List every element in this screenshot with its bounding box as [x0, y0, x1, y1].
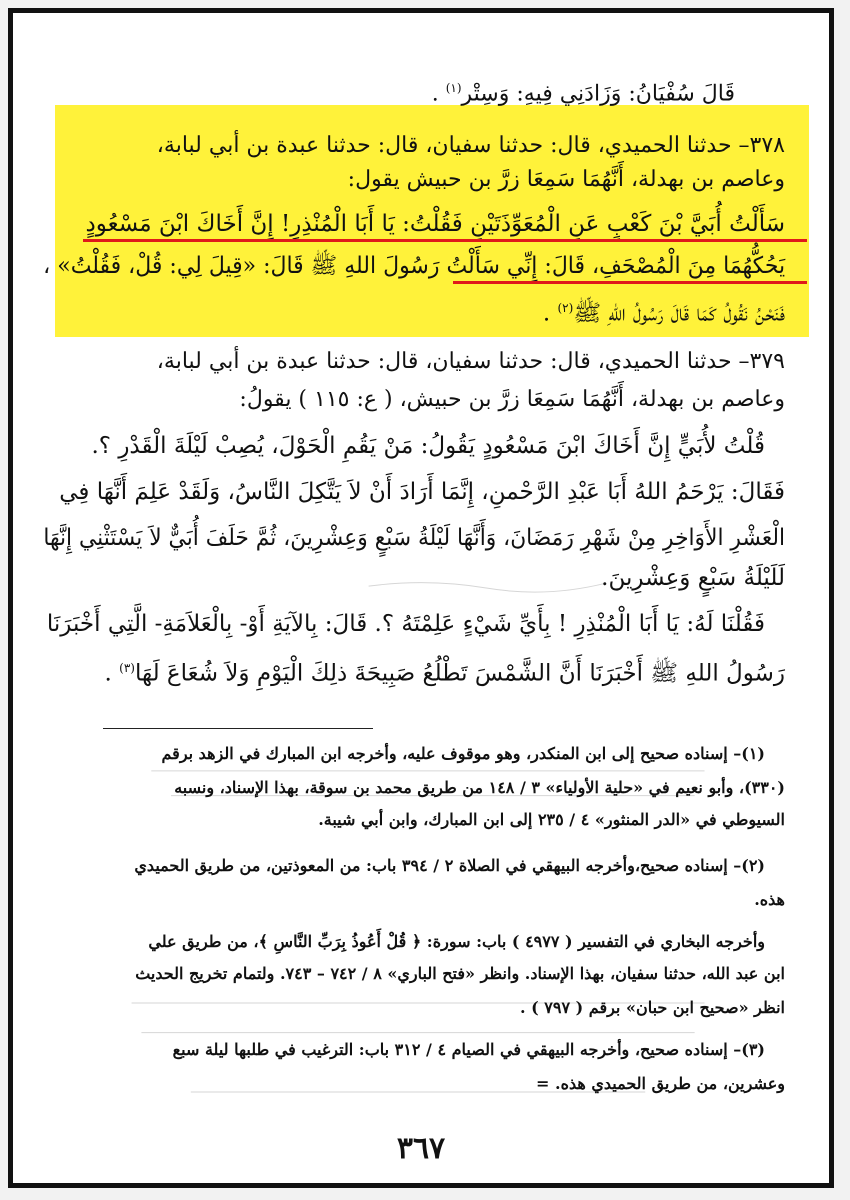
- text-line-1: قَالَ سُفْيَانُ: وَزَادَنِي فِيهِ: وَسِتْر$^{(١)}$ .: [431, 81, 735, 107]
- hadith-379-heading: ٣٧٩– حدثنا الحميدي، قال: حدثنا سفيان، قال: حدثنا عبدة بن أبي لبابة،: [156, 349, 785, 374]
- text-line-6: فَنَحْنُ نَقُولُ كَمَا قَالَ رَسُولُ اللهِ ﷺ$^{(٢)}$ .: [542, 300, 785, 327]
- footnote-separator: [103, 728, 373, 729]
- footnote-ref-1: (١): [445, 81, 462, 95]
- text-line-8: وعاصم بن بهدلة، أَنَّهُمَا سَمِعَا زرَّ بن حبيش، ( ع: ١١٥ ) يقولُ:: [239, 387, 785, 412]
- text-line-12: لَلَيْلَةُ سَبْعٍ وَعِشْرِينَ.: [601, 565, 785, 591]
- footnote-2-line-1: (٢)– إسناده صحيح،وأخرجه البيهقي في الصلاة ٢ / ٣٩٤ باب: من المعوذتين، من طريق الحميدي: [134, 856, 765, 875]
- red-underline-2: [453, 281, 807, 284]
- footnote-1-line-3: السيوطي في «الدر المنثور» ٤ / ٢٣٥ إلى ابن المبارك، وابن أبي شيبة.: [318, 810, 785, 829]
- text-line-11: الْعَشْرِ الأَوَاخِرِ مِنْ شَهْرِ رَمَضَانَ، وَأَنَّهَا لَيْلَةُ سَبْعٍ وَعِشْرِينَ، ثُمَّ حَلَفَ أُبَيٌّ لاَ يَسْتَثْنِي إِنَّهَا: [43, 525, 785, 551]
- text-line-10: فَقَالَ: يَرْحَمُ اللهُ أَبَا عَبْدِ الرَّحْمنِ، إِنَّمَا أَرَادَ أَنْ لاَ يَتَّكِلَ النَّاسُ، وَلَقَدْ عَلِمَ أَنَّهَا فِي: [59, 479, 785, 505]
- text-line-3: وعاصم بن بهدلة، أَنَّهُمَا سَمِعَا زرَّ بن حبيش يقول:: [347, 167, 785, 192]
- footnote-2-line-5: انظر «صحيح ابن حبان» برقم ( ٧٩٧ ) .: [520, 998, 785, 1017]
- footnote-3-line-2: وعشرين، من طريق الحميدي هذه. =: [536, 1074, 785, 1093]
- footnote-1-line-1: (١)– إسناده صحيح إلى ابن المنكدر، وهو موقوف عليه، وأخرجه ابن المبارك في الزهد برقم: [161, 744, 765, 763]
- scanned-page: [8, 8, 834, 1188]
- footnote-1-line-2: (٣٣٠)، وأبو نعيم في «حلية الأولياء» ٣ / ١٤٨ من طريق محمد بن سوقة، بهذا الإسناد، ونسبه: [174, 778, 785, 797]
- text-line-13: فَقُلْنَا لَهُ: يَا أَبَا الْمُنْذِرِ ! بِأَيِّ شَيْءٍ عَلِمْتَهُ ؟. قَالَ: بِالآيَةِ أَوْ- بِالْعَلاَمَةِ- الَّتِي أَخْبَرَنَا: [46, 611, 765, 637]
- page-number: ٣٦٧: [396, 1131, 446, 1166]
- footnote-2-line-2: هذه.: [754, 890, 785, 909]
- footnote-ref-3: (٣): [119, 661, 135, 675]
- footnote-ref-2: (٢): [557, 301, 574, 315]
- footnote-2-line-4: ابن عبد الله، حدثنا سفيان، بهذا الإسناد. وانظر «فتح الباري» ٨ / ٧٤٢ – ٧٤٣. ولتمام تخريج الحديث: [135, 964, 785, 983]
- red-underline-1: [83, 239, 807, 242]
- underlined-line-1: سَأَلْتُ أُبَيَّ بْنَ كَعْبٍ عَنِ الْمُعَوِّذَتَيْنِ فَقُلْتُ: يَا أَبَا الْمُنْذِرِ! إِنَّ أَخَاكَ ابْنَ مَسْعُودٍ: [85, 211, 785, 237]
- hadith-378-heading: ٣٧٨– حدثنا الحميدي، قال: حدثنا سفيان، قال: حدثنا عبدة بن أبي لبابة،: [156, 133, 785, 158]
- underlined-line-2: يَحُكُّهُمَا مِنَ الْمُصْحَفِ، قَالَ: إِنِّي سَأَلْتُ رَسُولَ اللهِ ﷺ قَالَ: «قِيلَ لِي: قُلْ، فَقُلْتُ» ،: [43, 253, 785, 279]
- text-line-14: رَسُولُ اللهِ ﷺ أَخْبَرَنَا أَنَّ الشَّمْسَ تَطْلُعُ صَبِيحَةَ ذلِكَ الْيَوْمِ وَلاَ شُعَاعَ لَهَا$^{(٣)}$ .: [104, 660, 785, 687]
- text-line-9: قُلْتُ لأُبَيٍّ إِنَّ أَخَاكَ ابْنَ مَسْعُودٍ يَقُولُ: مَنْ يَقُمِ الْحَوْلَ، يُصِبْ لَيْلَةَ الْقَدْرِ ؟.: [91, 433, 765, 459]
- footnote-3-line-1: (٣)– إسناده صحيح، وأخرجه البيهقي في الصيام ٤ / ٣١٢ باب: الترغيب في طلبها ليلة سبع: [172, 1040, 765, 1059]
- footnote-2-line-3: وأخرجه البخاري في التفسير ( ٤٩٧٧ ) باب: سورة: ﴿ قُلْ أَعُوذُ بِرَبِّ النَّاسِ ﴾، من طريق علي: [148, 932, 765, 951]
